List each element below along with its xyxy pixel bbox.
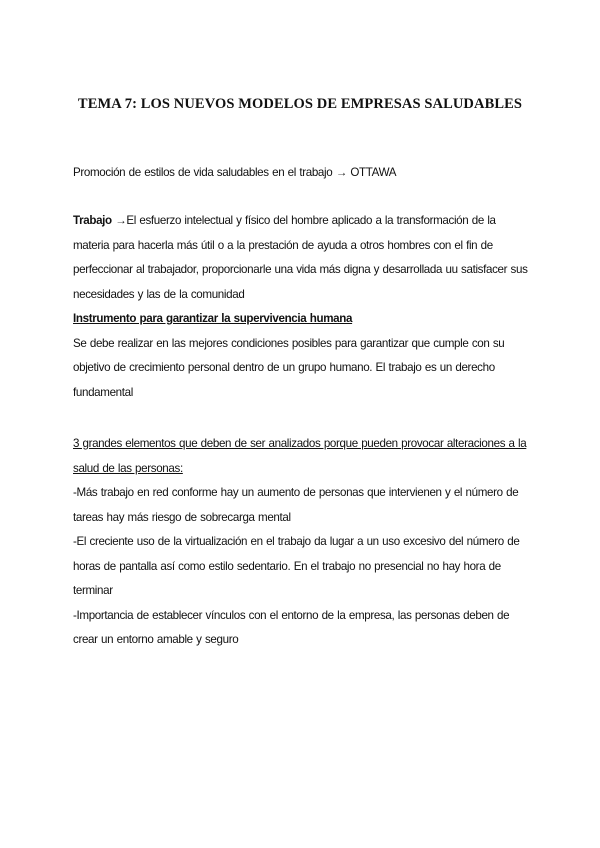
elementos-heading: 3 grandes elementos que deben de ser analizados porque pueden provocar alteraciones a la salud de las personas: <box>73 437 527 475</box>
elemento-item: -Importancia de establecer vínculos con el entorno de la empresa, las personas deben de crear un entorno amable y seguro <box>73 608 510 646</box>
trabajo-paragraph <box>73 209 533 307</box>
elemento-item: -Más trabajo en red conforme hay un aumento de personas que intervienen y el número de tareas hay más riesgo de sobrecarga mental <box>73 486 519 524</box>
promo-line: Promoción de estilos de vida saludables en el trabajo → OTTAWA <box>73 166 397 179</box>
instrumento-heading: Instrumento para garantizar la supervivencia humana <box>73 312 353 325</box>
instrumento-section <box>73 307 533 405</box>
instrumento-text: Se debe realizar en las mejores condiciones posibles para garantizar que cumple con su objetivo de crecimiento personal dentro de un grupo humano. El trabajo es un derecho fundamental <box>73 336 505 399</box>
document-title: TEMA 7: LOS NUEVOS MODELOS DE EMPRESAS SALUDABLES <box>77 96 523 112</box>
trabajo-term: Trabajo <box>73 214 112 227</box>
trabajo-definition: →El esfuerzo intelectual y físico del hombre aplicado a la transformación de la materia para hacerla más útil o a la prestación de ayuda a otros hombres con el fin de perfeccionar al trabajador, proporcionarle una vida más digna y desarrollada uu satisfacer sus necesidades y las de la comunidad <box>73 214 528 301</box>
elementos-section <box>73 432 533 653</box>
elemento-item: -El creciente uso de la virtualización en el trabajo da lugar a un uso excesivo del número de horas de pantalla así como estilo sedentario. En el trabajo no presencial no hay hora de terminar <box>73 535 520 597</box>
